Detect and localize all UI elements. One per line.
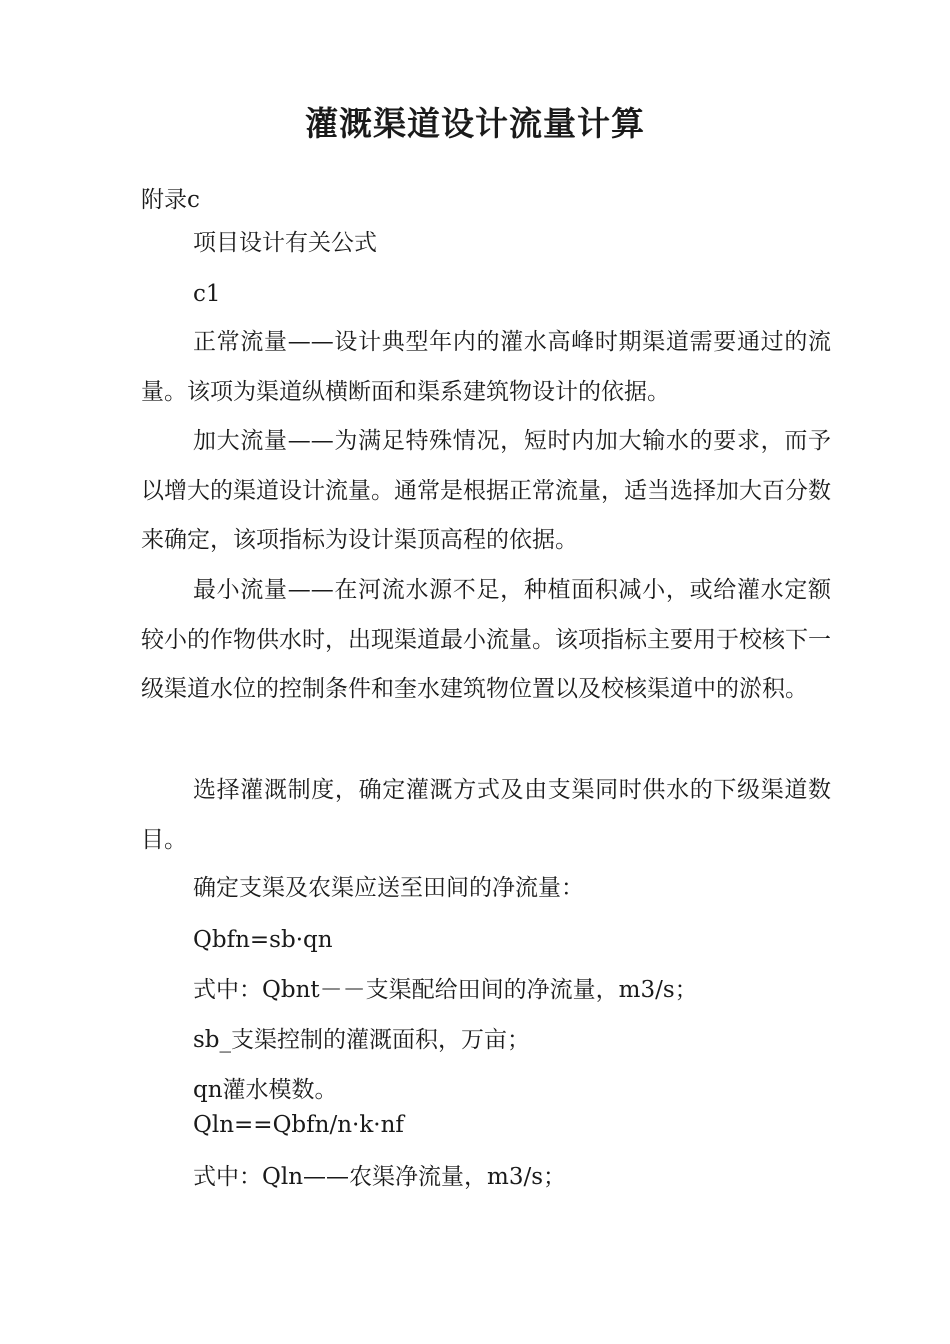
definition-qln: 式中：Qln——农渠净流量，m3/s； — [193, 1164, 567, 1190]
paragraph-normal-flow: 正常流量——设计典型年内的灌水高峰时期渠道需要通过的流量。该项为渠道纵横断面和渠系建筑物设计的依据。 — [141, 329, 831, 405]
formula-qln: Qln==Qbfn/n·k·nf — [193, 1112, 404, 1138]
definition-qn: qn灌水模数。 — [193, 1077, 338, 1103]
definition-sb: sb_支渠控制的灌溉面积，万亩； — [193, 1027, 531, 1053]
paragraph-minimum-flow: 最小流量——在河流水源不足，种植面积减小，或给灌水定额较小的作物供水时，出现渠道最小流量。该项指标主要用于校核下一级渠道水位的控制条件和奎水建筑物位置以及校核渠道中的淤积。 — [141, 577, 831, 702]
paragraph-increased-flow: 加大流量——为满足特殊情况，短时内加大输水的要求，而予以增大的渠道设计流量。通常是根据正常流量，适当选择加大百分数来确定，该项指标为设计渠顶高程的依据。 — [141, 428, 831, 553]
section-heading: 项目设计有关公式 — [193, 230, 377, 256]
formula-qbfn: Qbfn=sb·qn — [193, 927, 333, 953]
appendix-label: 附录c — [141, 187, 200, 213]
definition-qbnt: 式中：Qbnt－－支渠配给田间的净流量，m3/s； — [193, 977, 698, 1003]
net-flow-heading: 确定支渠及农渠应送至田间的净流量： — [193, 875, 584, 901]
section-code: c1 — [193, 281, 221, 307]
paragraph-irrigation-system: 选择灌溉制度，确定灌溉方式及由支渠同时供水的下级渠道数目。 — [141, 777, 831, 853]
document-title: 灌溉渠道设计流量计算 — [305, 104, 645, 143]
